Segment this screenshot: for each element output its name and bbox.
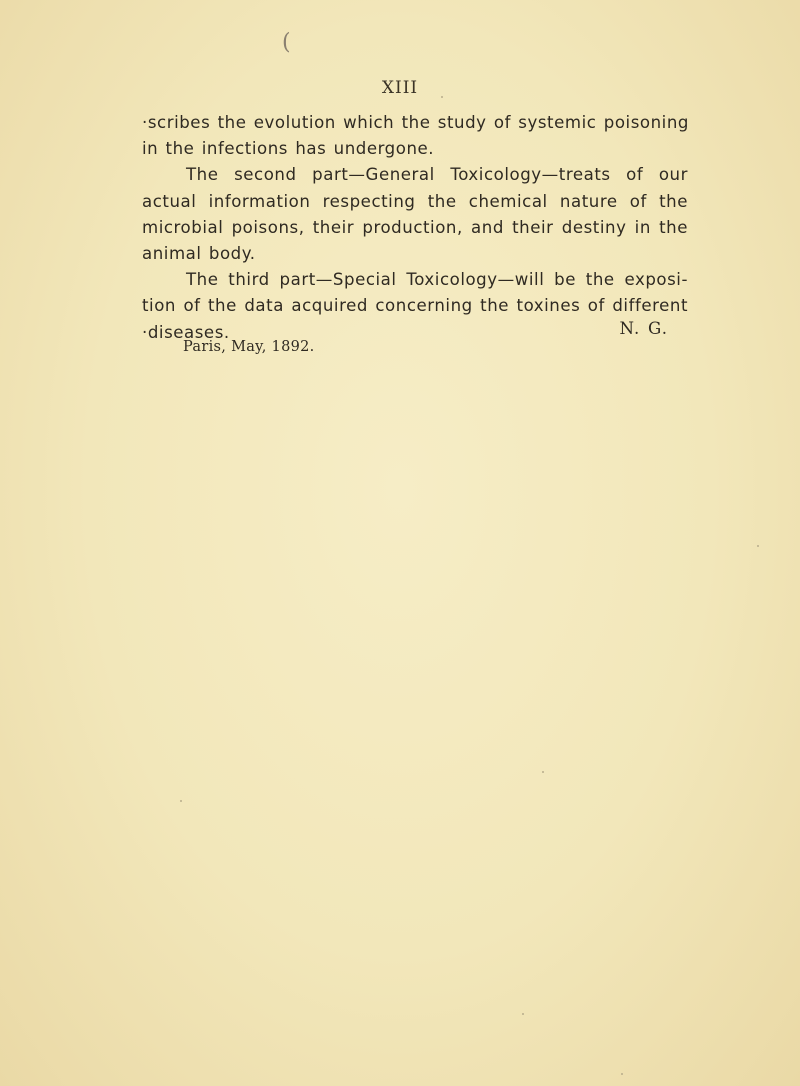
text-line: tion of the data acquired concerning the toxines of different [142, 296, 688, 316]
text-line: The third part—Special Toxicology—will be the exposi- [186, 270, 688, 290]
author-initials: N. G. [619, 318, 668, 338]
text-line: ·diseases. [142, 322, 230, 342]
page-number: XIII [381, 78, 419, 98]
paper-speck [522, 1013, 524, 1015]
dateline: Paris, May, 1892. [183, 339, 315, 355]
text-line: microbial poisons, their production, and their destiny in the [142, 217, 688, 237]
text-line: ·scribes the evolution which the study of systemic poisoning [142, 113, 689, 132]
text-line: The second part—General Toxicology—treats of our [186, 165, 688, 185]
paper-speck [441, 96, 443, 98]
paper-speck [542, 771, 544, 773]
margin-pencil-mark: ( [282, 30, 291, 55]
paper-speck [621, 1073, 623, 1075]
paper-speck [757, 545, 759, 547]
preface-text [142, 110, 688, 346]
text-line: actual information respecting the chemical nature of the [142, 191, 688, 211]
text-line: animal body. [142, 244, 256, 264]
text-line: in the infections has undergone. [142, 139, 435, 159]
paper-speck [180, 800, 182, 802]
